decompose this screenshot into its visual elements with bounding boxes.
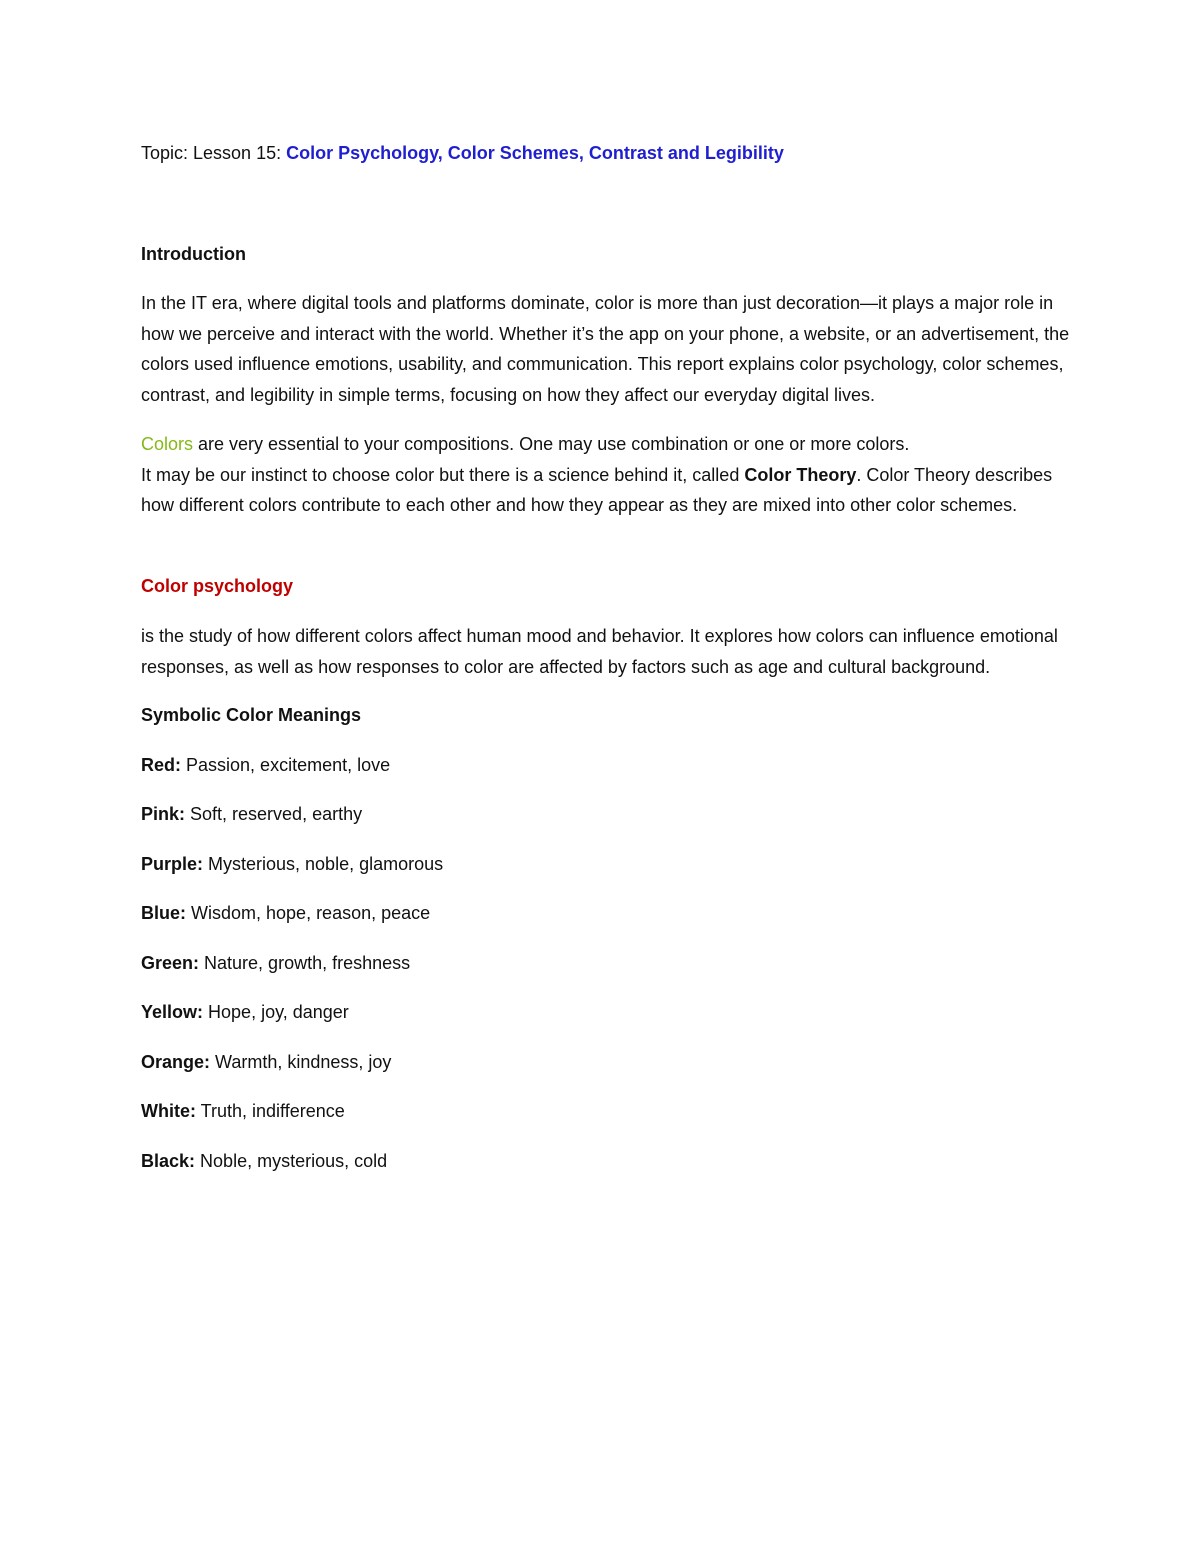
color-name: Red	[141, 754, 176, 775]
color-meaning-pink: Pink: Soft, reserved, earthy	[141, 804, 363, 824]
color-meaning: Wisdom, hope, reason, peace	[186, 903, 431, 923]
color-meaning-list	[141, 750, 1071, 1177]
color-meaning-yellow: Yellow: Hope, joy, danger	[141, 1002, 349, 1022]
color-meaning-white: White: Truth, indifference	[141, 1101, 345, 1121]
colors-line1-rest: are very essential to your compositions. One may use combination or one or more colors.	[193, 434, 910, 454]
color-meaning: Warmth, kindness, joy	[210, 1051, 392, 1072]
symbolic-meanings-heading: Symbolic Color Meanings	[141, 705, 362, 725]
color-theory-term: Color Theory	[744, 464, 857, 485]
color-meaning: Soft, reserved, earthy	[185, 804, 363, 824]
colors-line2-start: It may be our instinct to choose color but there is a science behind it, called	[141, 464, 745, 485]
color-name: Orange	[141, 1051, 205, 1072]
color-name: Blue	[141, 903, 181, 923]
colors-lead-word: Colors	[141, 434, 194, 454]
colors-paragraph	[141, 429, 1071, 521]
color-psychology-paragraph: is the study of how different colors affect human mood and behavior. It explores how colors can influence emotional responses, as well as how responses to color are affected by factors such as age and cultural background.	[141, 626, 1058, 677]
color-name: Purple	[141, 853, 198, 874]
introduction-paragraph: In the IT era, where digital tools and platforms dominate, color is more than just decoration—it plays a major role in how we perceive and interact with the world. Whether it’s the app on your phone, a website, or an advertisement, the colors used influence emotions, usability, and communication. This report explains color psychology, color schemes, contrast, and legibility in simple terms, focusing on how they affect our everyday digital lives.	[141, 293, 1070, 405]
color-meaning: Mysterious, noble, glamorous	[203, 853, 444, 874]
introduction-heading: Introduction	[141, 243, 246, 264]
color-meaning-orange: Orange: Warmth, kindness, joy	[141, 1051, 392, 1072]
color-name: Black	[141, 1150, 190, 1171]
color-name: Yellow	[141, 1002, 198, 1022]
topic-prefix: Topic: Lesson 15:	[141, 143, 287, 163]
topic-line	[141, 138, 1071, 169]
document-page	[141, 138, 1071, 1176]
color-meaning: Hope, joy, danger	[203, 1002, 349, 1022]
color-meaning: Nature, growth, freshness	[199, 952, 411, 973]
color-meaning: Truth, indifference	[196, 1101, 345, 1121]
color-name: Pink	[141, 804, 180, 824]
color-name: White	[141, 1101, 190, 1121]
color-meaning-green: Green: Nature, growth, freshness	[141, 952, 411, 973]
colors-line2-end: . Color Theory describes how different colors contribute to each other and how they appear as they are mixed into other color schemes.	[141, 464, 1053, 515]
color-meaning: Noble, mysterious, cold	[195, 1150, 388, 1171]
topic-title: Color Psychology, Color Schemes, Contrast and Legibility	[286, 143, 784, 163]
color-meaning-black: Black: Noble, mysterious, cold	[141, 1150, 388, 1171]
color-name: Green	[141, 952, 194, 973]
color-meaning-blue: Blue: Wisdom, hope, reason, peace	[141, 903, 431, 923]
color-meaning: Passion, excitement, love	[181, 754, 391, 775]
color-meaning-red: Red: Passion, excitement, love	[141, 754, 391, 775]
color-meaning-purple: Purple: Mysterious, noble, glamorous	[141, 853, 444, 874]
color-psychology-heading: Color psychology	[141, 575, 294, 596]
